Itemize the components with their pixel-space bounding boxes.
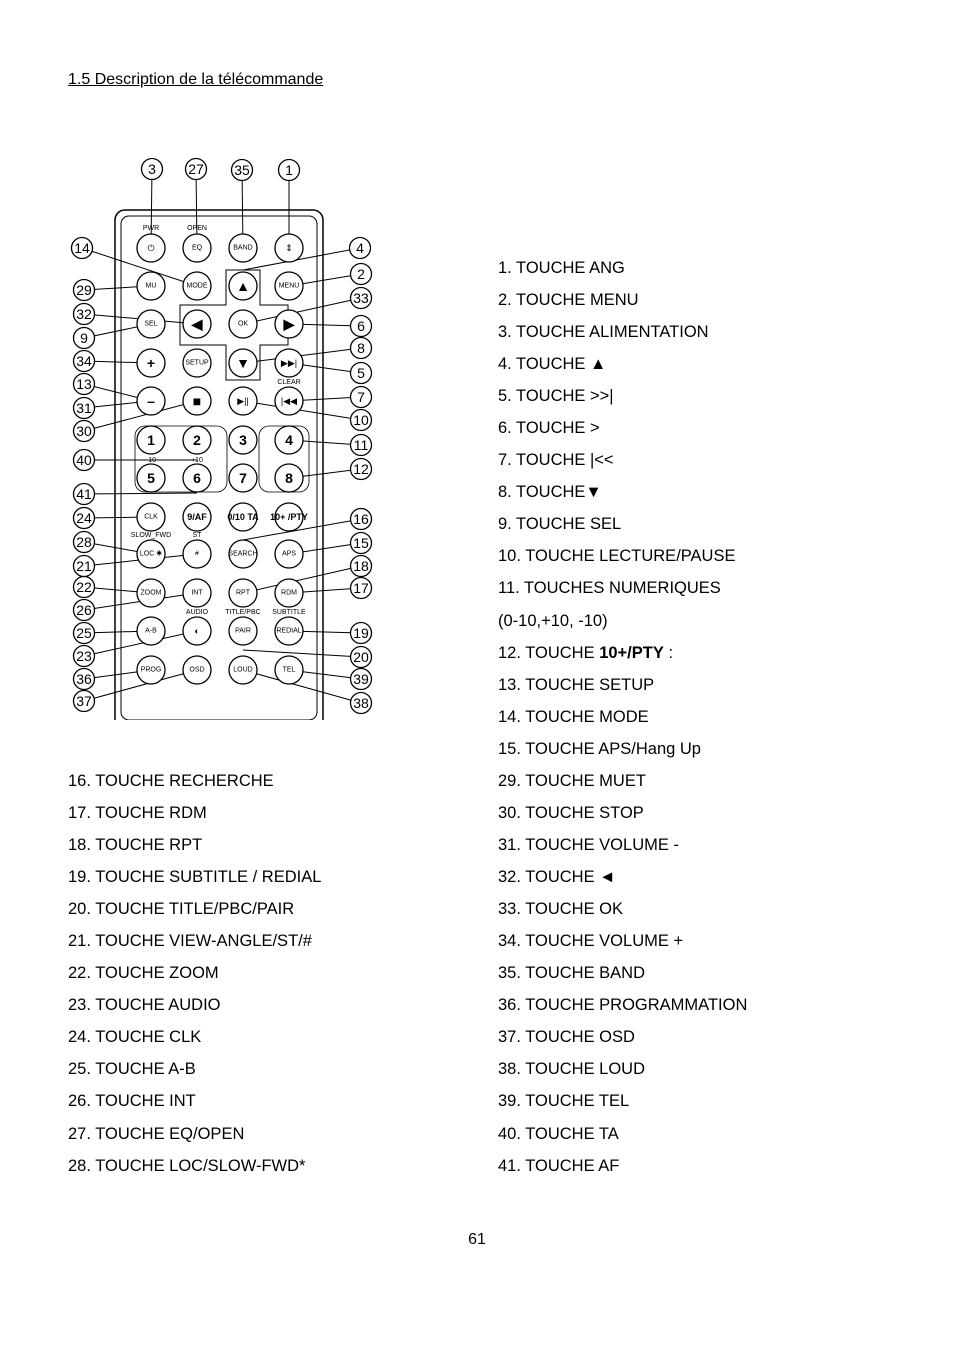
- callout-number: 15: [353, 535, 369, 551]
- remote-printed-label: PWR: [142, 225, 160, 232]
- key-list-item: [498, 643, 736, 675]
- key-list-item: 31. TOUCHE VOLUME -: [498, 836, 679, 855]
- remote-button-label: LOC ✱: [139, 550, 163, 558]
- remote-button-n3[interactable]: [229, 426, 257, 454]
- key-list-right-continued: [498, 771, 747, 1188]
- down-icon: ▼: [236, 355, 250, 371]
- remote-button-label: –: [147, 393, 155, 409]
- remote-button-zoom[interactable]: [137, 579, 165, 607]
- callout-number: 39: [353, 671, 369, 687]
- remote-button-volplus[interactable]: [137, 349, 165, 377]
- remote-printed-label: OPEN: [187, 225, 207, 232]
- remote-button-volminus[interactable]: [137, 387, 165, 415]
- callout-number: 16: [353, 511, 369, 527]
- remote-button-sel[interactable]: [137, 310, 165, 338]
- remote-button-left[interactable]: [183, 310, 211, 338]
- callout-number: 24: [76, 510, 92, 526]
- callout-number: 6: [357, 318, 365, 334]
- callout-number: 38: [353, 695, 369, 711]
- key-list-right: [498, 258, 736, 771]
- callout-number: 1: [285, 162, 293, 178]
- remote-button-label: SEARCH: [228, 550, 258, 558]
- remote-button-label: 7: [239, 470, 247, 486]
- key-list-item: 26. TOUCHE INT: [68, 1092, 196, 1111]
- callout-number: 26: [76, 602, 92, 618]
- remote-button-label: APS: [281, 550, 297, 558]
- remote-button-eq[interactable]: [183, 234, 211, 262]
- callout-number: 30: [76, 423, 92, 439]
- remote-button-rpt[interactable]: [229, 579, 257, 607]
- key-list-item: 6. TOUCHE >: [498, 419, 600, 438]
- remote-button-label: MENU: [278, 282, 300, 290]
- key-list-item: 4. TOUCHE ▲: [498, 355, 607, 374]
- remote-button-mu[interactable]: [137, 272, 165, 300]
- callout-number: 41: [76, 486, 92, 502]
- remote-button-audio[interactable]: [183, 617, 211, 645]
- section-heading: 1.5 Description de la télécommande: [68, 71, 324, 88]
- remote-button-label: TEL: [282, 666, 296, 674]
- remote-printed-label: AUDIO: [185, 609, 209, 616]
- remote-button-right[interactable]: [275, 310, 303, 338]
- remote-button-label: 2: [193, 432, 201, 448]
- key-list-item: 40. TOUCHE TA: [498, 1124, 619, 1143]
- key-list-item: 32. TOUCHE ◄: [498, 868, 616, 887]
- key-list-item: 33. TOUCHE OK: [498, 900, 624, 919]
- remote-button-n7[interactable]: [229, 464, 257, 492]
- remote-button-label: +: [146, 355, 156, 371]
- callout-number: 10: [353, 412, 369, 428]
- remote-button-n2[interactable]: [183, 426, 211, 454]
- key-list-left: [68, 771, 321, 1188]
- remote-button-label: A-B: [145, 627, 157, 635]
- key-list-item: 2. TOUCHE MENU: [498, 291, 639, 310]
- remote-printed-label: SLOW_FWD: [130, 532, 172, 539]
- callout-number: 25: [76, 625, 92, 641]
- callout-number: 32: [76, 306, 92, 322]
- callout-number: 29: [76, 282, 92, 298]
- key-list-item: 8. TOUCHE▼: [498, 483, 602, 502]
- key-list-item: 34. TOUCHE VOLUME +: [498, 932, 684, 951]
- remote-printed-label: +10: [191, 457, 203, 464]
- remote-diagram: [60, 150, 390, 725]
- remote-button-playpause[interactable]: [229, 387, 257, 415]
- remote-button-label: INT: [191, 589, 203, 597]
- remote-button-label: 5: [147, 470, 155, 486]
- callout-number: 22: [76, 579, 92, 595]
- remote-printed-label: CLEAR: [277, 379, 301, 386]
- key-list-item: 19. TOUCHE SUBTITLE / REDIAL: [68, 868, 322, 887]
- remote-button-osd[interactable]: [183, 656, 211, 684]
- remote-button-label: CLK: [144, 513, 158, 521]
- remote-button-label: SEL: [144, 320, 158, 328]
- remote-button-down[interactable]: [229, 349, 257, 377]
- key-list-item: 22. TOUCHE ZOOM: [68, 964, 219, 983]
- callout-number: 2: [357, 266, 365, 282]
- audio-icon: ◐: [194, 626, 200, 636]
- key-list-item: 14. TOUCHE MODE: [498, 707, 649, 726]
- page-number: 61: [468, 1231, 486, 1248]
- remote-button-label: RDM: [281, 589, 297, 597]
- right-icon: ▶: [283, 316, 295, 332]
- remote-button-redial[interactable]: [275, 617, 303, 645]
- prev-icon: |◀◀: [280, 396, 298, 406]
- remote-button-label: 8: [285, 470, 293, 486]
- key-list-item: 23. TOUCHE AUDIO: [68, 996, 221, 1015]
- remote-button-label: 6: [193, 470, 201, 486]
- key-list-item: 27. TOUCHE EQ/OPEN: [68, 1124, 245, 1143]
- remote-button-clk[interactable]: [137, 503, 165, 531]
- remote-button-tel[interactable]: [275, 656, 303, 684]
- callout-number: 33: [353, 290, 369, 306]
- callout-number: 34: [76, 353, 92, 369]
- remote-button-label: OSD: [189, 666, 205, 674]
- key-list-item-bold: 10+/PTY: [599, 643, 664, 662]
- remote-printed-label: SUBTITLE: [272, 609, 306, 616]
- key-list-item: 16. TOUCHE RECHERCHE: [68, 772, 274, 790]
- callout-number: 12: [353, 461, 369, 477]
- remote-button-n5[interactable]: [137, 464, 165, 492]
- remote-button-loud[interactable]: [229, 656, 257, 684]
- key-list-item: 39. TOUCHE TEL: [498, 1092, 630, 1111]
- key-list-item: 5. TOUCHE >>|: [498, 387, 614, 406]
- callout-number: 17: [353, 580, 369, 596]
- remote-button-label: 4: [285, 432, 293, 448]
- key-list-item: 11. TOUCHES NUMERIQUES: [498, 579, 721, 598]
- remote-control-illustration: [60, 150, 390, 720]
- remote-button-n1[interactable]: [137, 426, 165, 454]
- key-list-item: 1. TOUCHE ANG: [498, 259, 625, 277]
- remote-button-search[interactable]: [228, 540, 257, 568]
- remote-button-label: 1: [147, 432, 155, 448]
- callout-number: 7: [357, 389, 365, 405]
- remote-button-af[interactable]: [183, 503, 211, 531]
- remote-button-pwr[interactable]: [137, 234, 165, 262]
- remote-button-label: PAIR: [235, 627, 251, 635]
- remote-printed-label: ST: [192, 532, 202, 539]
- remote-button-label: EQ: [191, 244, 203, 252]
- remote-button-label: MODE: [186, 282, 208, 290]
- callout-number: 11: [353, 437, 369, 453]
- remote-button-mode[interactable]: [183, 272, 211, 300]
- callout-number: 23: [76, 648, 92, 664]
- callout-number: 27: [188, 161, 204, 177]
- callout-number: 14: [74, 240, 90, 256]
- key-list-item-suffix: :: [663, 643, 674, 662]
- key-list-item: (0-10,+10, -10): [498, 611, 608, 630]
- remote-button-aps[interactable]: [275, 540, 303, 568]
- callout-number: 36: [76, 671, 92, 687]
- callout-number: 3: [148, 161, 156, 177]
- key-list-item: 15. TOUCHE APS/Hang Up: [498, 739, 701, 758]
- remote-button-int[interactable]: [183, 579, 211, 607]
- remote-button-stop[interactable]: [183, 387, 211, 415]
- key-list-item: 28. TOUCHE LOC/SLOW-FWD*: [68, 1156, 306, 1175]
- key-list-item: 24. TOUCHE CLK: [68, 1028, 202, 1047]
- remote-printed-label: TITLE/PBC: [225, 609, 261, 616]
- callout-number: 13: [76, 376, 92, 392]
- left-icon: ◀: [191, 316, 203, 332]
- remote-button-label: ZOOM: [140, 589, 162, 597]
- key-list-item: 41. TOUCHE AF: [498, 1156, 620, 1175]
- remote-button-label: 9/AF: [187, 512, 207, 522]
- callout-number: 35: [234, 162, 250, 178]
- remote-button-label: OK: [237, 320, 249, 328]
- remote-button-ab[interactable]: [137, 617, 165, 645]
- remote-button-prev[interactable]: [275, 387, 303, 415]
- remote-button-pair[interactable]: [229, 617, 257, 645]
- remote-button-loc[interactable]: [137, 540, 165, 568]
- remote-button-ok[interactable]: [229, 310, 257, 338]
- key-list-item: 20. TOUCHE TITLE/PBC/PAIR: [68, 900, 295, 919]
- remote-button-label: LOUD: [233, 666, 253, 674]
- key-list-item: 9. TOUCHE SEL: [498, 515, 622, 534]
- callout-number: 5: [357, 365, 365, 381]
- callout-number: 4: [356, 240, 364, 256]
- key-list-item: 13. TOUCHE SETUP: [498, 675, 655, 694]
- key-list-item: 17. TOUCHE RDM: [68, 804, 207, 823]
- key-list-item: 21. TOUCHE VIEW-ANGLE/ST/#: [68, 932, 312, 951]
- remote-button-st[interactable]: [183, 540, 211, 568]
- remote-button-n6[interactable]: [183, 464, 211, 492]
- remote-button-label: 10+ /PTY: [270, 512, 308, 522]
- remote-button-up[interactable]: [229, 272, 257, 300]
- callout-number: 19: [353, 625, 369, 641]
- callout-number: 40: [76, 452, 92, 468]
- next-icon: ▶▶|: [280, 358, 298, 368]
- remote-button-label: PROG: [140, 666, 162, 674]
- callout-number: 31: [76, 400, 92, 416]
- callout-number: 8: [357, 340, 365, 356]
- remote-button-label: MU: [145, 282, 157, 290]
- callout-number: 21: [76, 558, 92, 574]
- callout-number: 18: [353, 558, 369, 574]
- remote-button-label: REDIAL: [276, 627, 302, 635]
- key-list-item: 3. TOUCHE ALIMENTATION: [498, 323, 709, 342]
- ang-icon: ⇕: [285, 243, 293, 253]
- remote-button-ang[interactable]: [275, 234, 303, 262]
- key-list-item: 18. TOUCHE RPT: [68, 836, 203, 855]
- remote-button-label: BAND: [233, 244, 253, 252]
- remote-button-label: #: [195, 550, 199, 558]
- remote-button-label: SETUP: [185, 359, 209, 367]
- key-list-item: 29. TOUCHE MUET: [498, 772, 646, 790]
- key-list-item: 37. TOUCHE OSD: [498, 1028, 635, 1047]
- playpause-icon: ▶||: [237, 396, 249, 406]
- key-list-item: 38. TOUCHE LOUD: [498, 1060, 646, 1079]
- key-list-item-prefix: 12. TOUCHE: [498, 643, 600, 662]
- remote-button-band[interactable]: [229, 234, 257, 262]
- callout-number: 20: [353, 649, 369, 665]
- remote-button-label: RPT: [236, 589, 250, 597]
- up-icon: ▲: [236, 278, 250, 294]
- remote-button-next[interactable]: [275, 349, 303, 377]
- stop-icon: ■: [192, 393, 202, 409]
- remote-button-n8[interactable]: [275, 464, 303, 492]
- remote-button-menu[interactable]: [275, 272, 303, 300]
- callout-number: 37: [76, 693, 92, 709]
- remote-button-rdm[interactable]: [275, 579, 303, 607]
- remote-button-setup[interactable]: [183, 349, 211, 377]
- remote-button-label: 0/10 TA: [227, 512, 259, 522]
- key-list-item: 25. TOUCHE A-B: [68, 1060, 196, 1079]
- key-list-item: 35. TOUCHE BAND: [498, 964, 646, 983]
- remote-printed-label: -10: [145, 457, 157, 464]
- pwr-icon: ⏻: [147, 243, 155, 253]
- callout-number: 9: [80, 330, 88, 346]
- key-list-item: 7. TOUCHE |<<: [498, 451, 614, 470]
- key-list-item: 36. TOUCHE PROGRAMMATION: [498, 996, 748, 1015]
- remote-button-prog[interactable]: [137, 656, 165, 684]
- remote-button-label: 3: [239, 432, 247, 448]
- callout-number: 28: [76, 534, 92, 550]
- key-list-item: 10. TOUCHE LECTURE/PAUSE: [498, 547, 736, 566]
- key-list-item: 30. TOUCHE STOP: [498, 804, 644, 823]
- remote-button-n4[interactable]: [275, 426, 303, 454]
